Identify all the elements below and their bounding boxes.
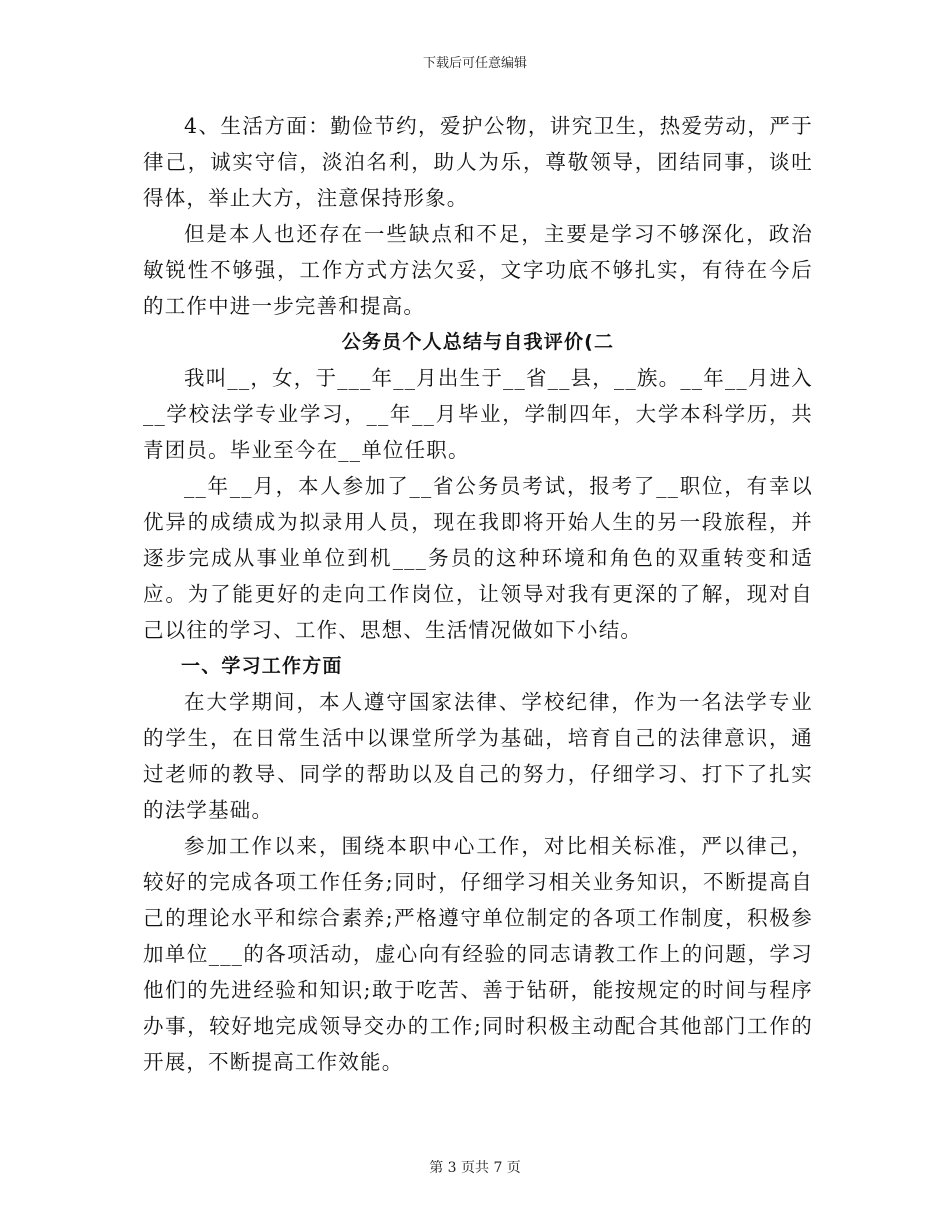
- paragraph-work: 参加工作以来，围绕本职中心工作，对比相关标准，严以律己，较好的完成各项工作任务;同时，仔细学习相关业务知识，不断提高自己的理论水平和综合素养;严格遵守单位制定的各项工作制度，积极参加单位___的各项活动，虚心向有经验的同志请教工作上的问题，学习他们的先进经验和知识;敢于吃苦、善于钻研，能按规定的时间与程序办事，较好地完成领导交办的工作;同时积极主动配合其他部门工作的开展，不断提高工作效能。: [143, 834, 813, 1074]
- section-heading-study-work: 一、学习工作方面: [181, 655, 343, 677]
- page-footer: 第 3 页共 7 页: [429, 1160, 521, 1176]
- paragraph-intro: 我叫__，女，于___年__月出生于__省__县，__族。__年__月进入__学校法学专业学习，__年__月毕业，学制四年，大学本科学历，共青团员。毕业至今在__单位任职。: [143, 366, 813, 462]
- document-title: 公务员个人总结与自我评价(二: [341, 331, 615, 353]
- paragraph-shortcomings: 但是本人也还存在一些缺点和不足，主要是学习不够深化，政治敏锐性不够强，工作方式方法欠妥，文字功底不够扎实，有待在今后的工作中进一步完善和提高。: [143, 222, 813, 318]
- paragraph-life: 4、生活方面：勤俭节约，爱护公物，讲究卫生，热爱劳动，严于律己，诚实守信，淡泊名利，助人为乐，尊敬领导，团结同事，谈吐得体，举止大方，注意保持形象。: [143, 114, 813, 210]
- page-header: 下载后可任意编辑: [422, 56, 527, 71]
- paragraph-exam: __年__月，本人参加了__省公务员考试，报考了__职位，有幸以优异的成绩成为拟录用人员，现在我即将开始人生的另一段旅程，并逐步完成从事业单位到机___务员的这种环境和角色的双重转变和适应。为了能更好的走向工作岗位，让领导对我有更深的了解，现对自己以往的学习、工作、思想、生活情况做如下小结。: [143, 474, 813, 642]
- document-body: [143, 108, 813, 1080]
- paragraph-university: 在大学期间，本人遵守国家法律、学校纪律，作为一名法学专业的学生，在日常生活中以课堂所学为基础，培育自己的法律意识，通过老师的教导、同学的帮助以及自己的努力，仔细学习、打下了扎实的法学基础。: [143, 690, 813, 822]
